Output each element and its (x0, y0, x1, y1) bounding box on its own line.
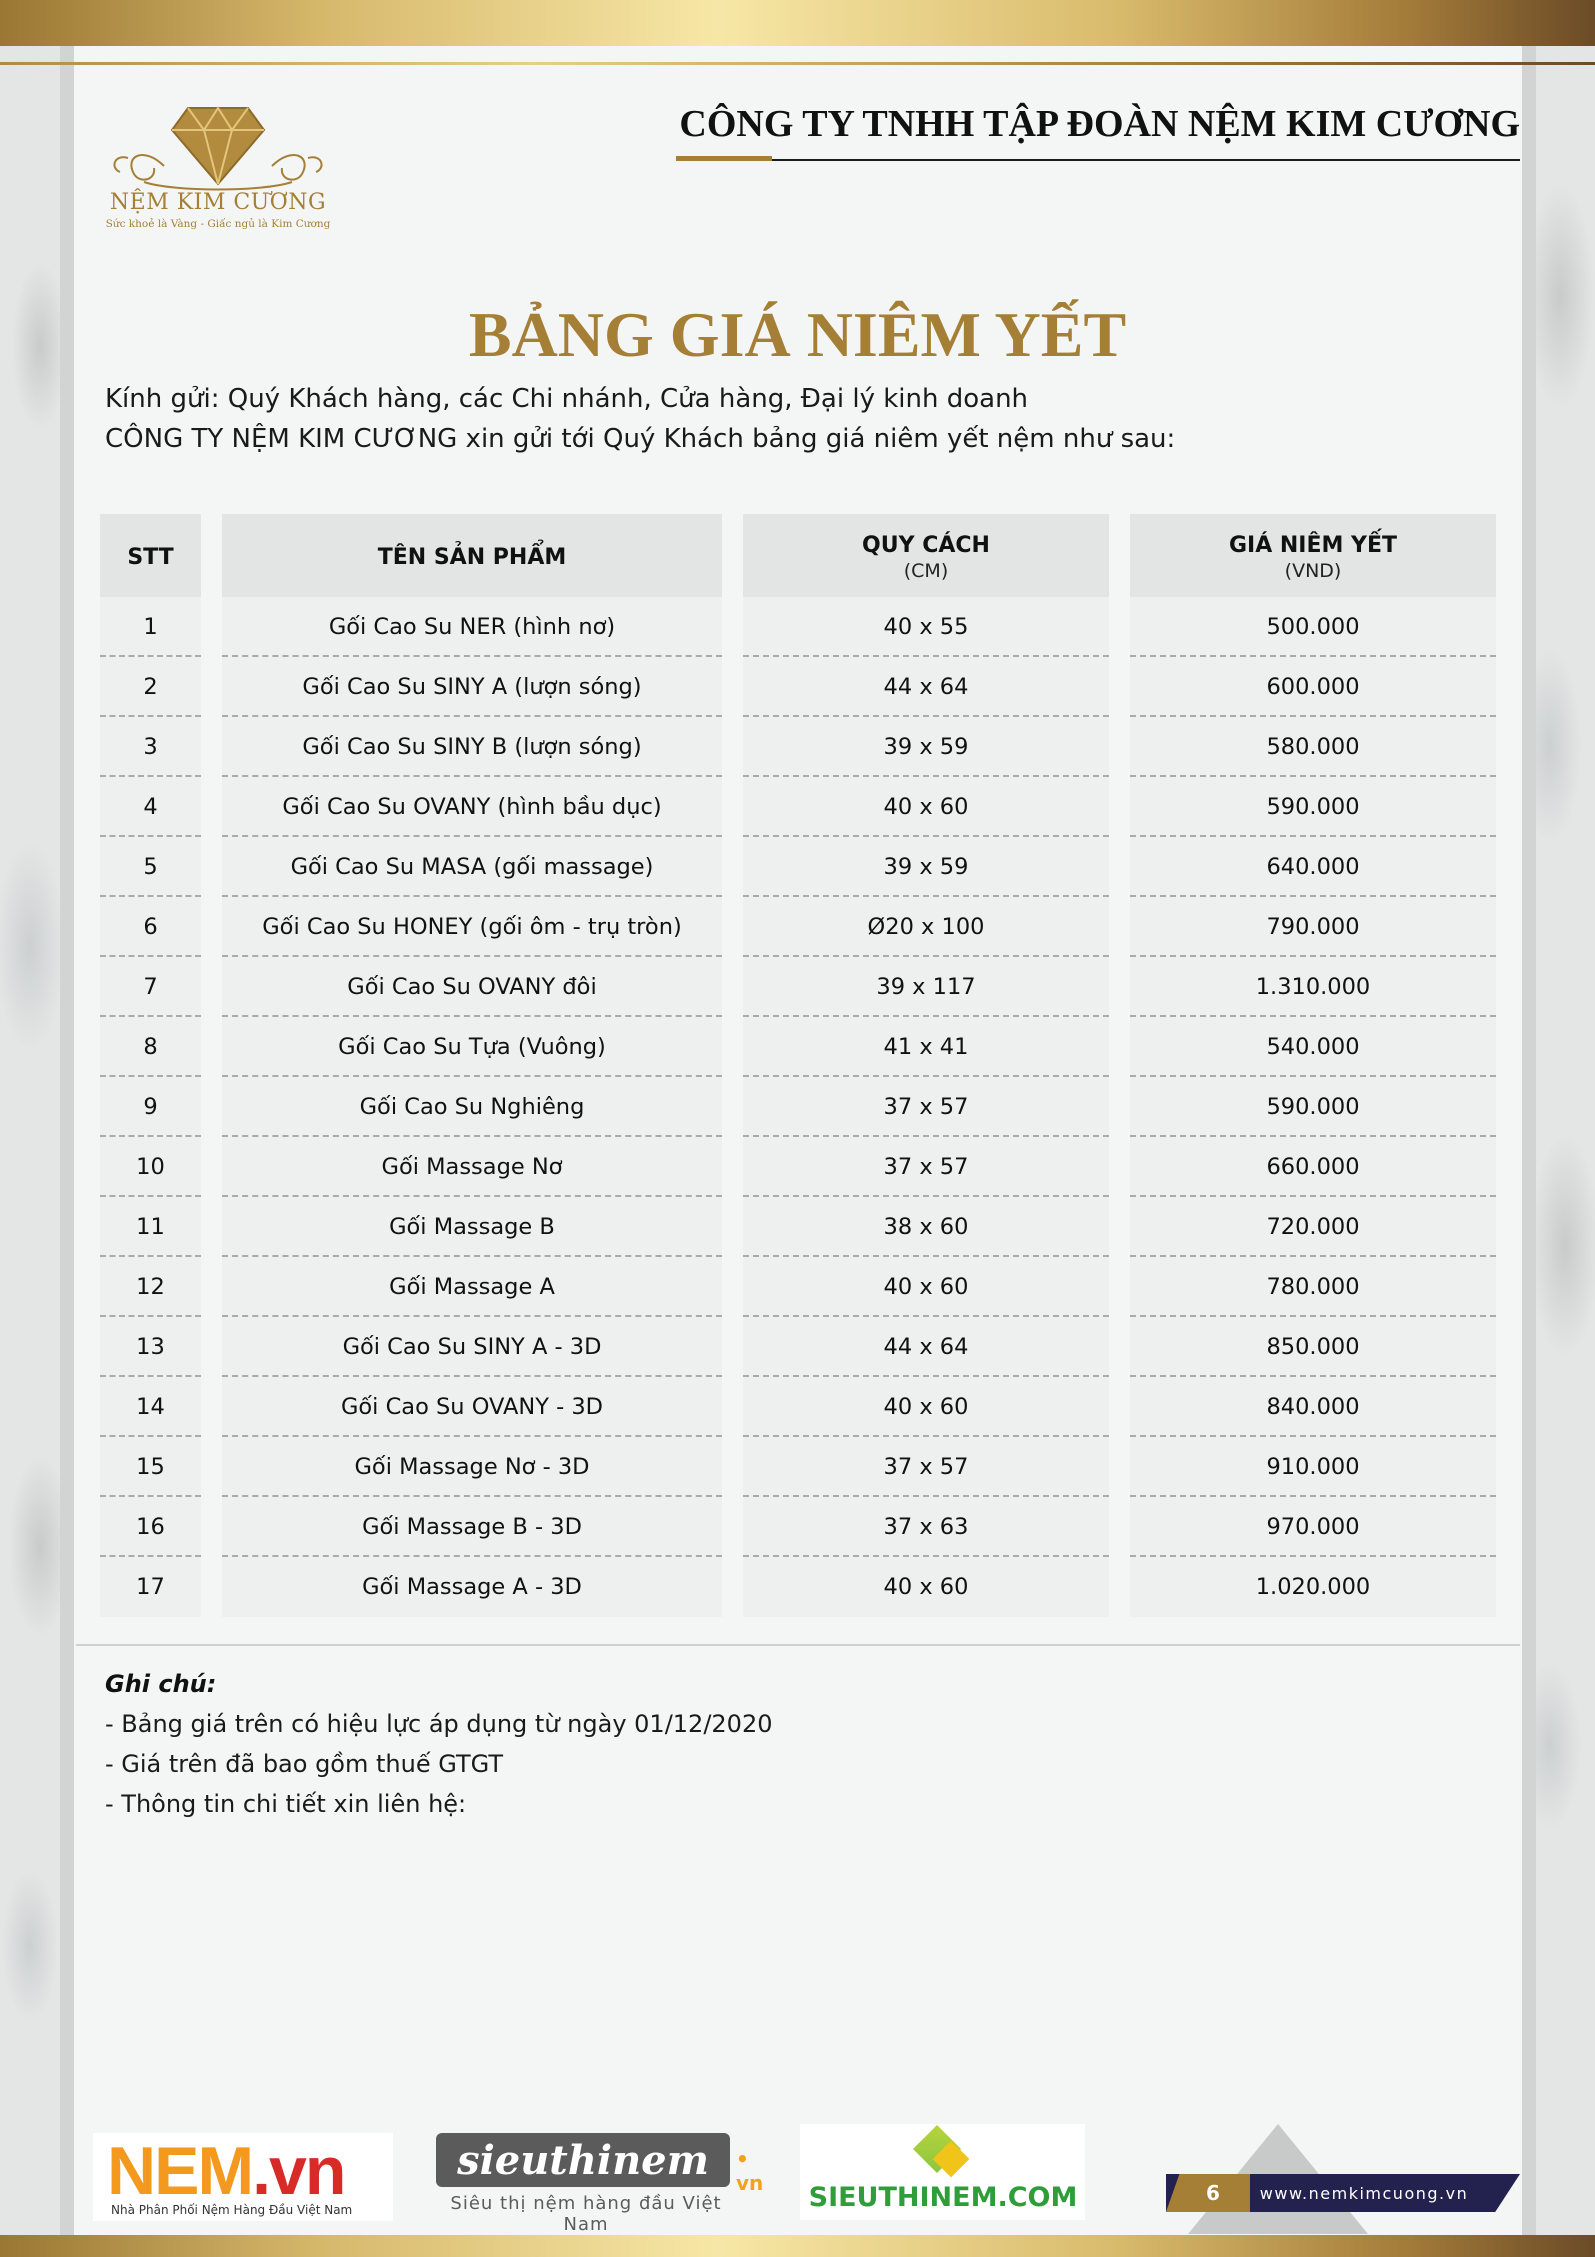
cell-spec: Ø20 x 100 (743, 897, 1109, 957)
cell-spec: 39 x 59 (743, 837, 1109, 897)
sieuthinem-com-logo (800, 2124, 1085, 2220)
cell-price: 640.000 (1130, 837, 1496, 897)
note-line: - Bảng giá trên có hiệu lực áp dụng từ ngày 01/12/2020 (105, 1710, 773, 1738)
nem-vn-logo-suffix: .vn (252, 2133, 345, 2209)
cell-stt: 2 (100, 657, 201, 717)
cell-price: 1.310.000 (1130, 957, 1496, 1017)
cell-stt: 16 (100, 1497, 201, 1557)
logo-slogan: Sức khoẻ là Vàng - Giấc ngủ là Kim Cương (105, 218, 331, 230)
cell-stt: 14 (100, 1377, 201, 1437)
header-spec-unit: (CM) (903, 559, 949, 582)
header-spec-label: QUY CÁCH (862, 532, 990, 558)
cell-stt: 4 (100, 777, 201, 837)
cell-stt: 1 (100, 597, 201, 657)
header-price (1130, 514, 1496, 600)
cell-price: 600.000 (1130, 657, 1496, 717)
table-row (0, 1437, 1595, 1497)
company-underline-accent (676, 156, 772, 161)
table-row (0, 657, 1595, 717)
table-row (0, 897, 1595, 957)
cell-product-name: Gối Cao Su OVANY (hình bầu dục) (222, 777, 722, 837)
table-row (0, 1377, 1595, 1437)
cell-stt: 5 (100, 837, 201, 897)
cell-product-name: Gối Massage A (222, 1257, 722, 1317)
cell-product-name: Gối Cao Su Nghiêng (222, 1077, 722, 1137)
cell-product-name: Gối Massage Nơ - 3D (222, 1437, 722, 1497)
table-row (0, 1557, 1595, 1617)
cell-price: 720.000 (1130, 1197, 1496, 1257)
header-product-name-label: TÊN SẢN PHẨM (377, 544, 567, 570)
cell-price: 970.000 (1130, 1497, 1496, 1557)
cell-product-name: Gối Cao Su OVANY đôi (222, 957, 722, 1017)
header-stt (100, 514, 201, 600)
cell-product-name: Gối Cao Su MASA (gối massage) (222, 837, 722, 897)
cell-spec: 40 x 60 (743, 1377, 1109, 1437)
cell-spec: 40 x 60 (743, 1557, 1109, 1617)
table-row (0, 837, 1595, 897)
cell-spec: 44 x 64 (743, 1317, 1109, 1377)
cell-spec: 40 x 60 (743, 1257, 1109, 1317)
website-url[interactable]: www.nemkimcuong.vn (1259, 2183, 1469, 2203)
table-row (0, 1077, 1595, 1137)
top-gold-line (0, 62, 1595, 65)
intro-line-1: Kính gửi: Quý Khách hàng, các Chi nhánh, Cửa hàng, Đại lý kinh doanh (105, 384, 1029, 414)
table-row (0, 1497, 1595, 1557)
company-logo (104, 96, 332, 248)
nem-vn-tagline: Nhà Phân Phối Nệm Hàng Đầu Việt Nam (111, 2203, 353, 2217)
cell-product-name: Gối Massage B - 3D (222, 1497, 722, 1557)
table-row (0, 1257, 1595, 1317)
cell-spec: 37 x 63 (743, 1497, 1109, 1557)
cell-product-name: Gối Cao Su SINY A - 3D (222, 1317, 722, 1377)
cell-price: 780.000 (1130, 1257, 1496, 1317)
sieuthinem-com-text: SIEUTHINEM.COM (808, 2182, 1078, 2213)
cell-product-name: Gối Cao Su SINY B (lượn sóng) (222, 717, 722, 777)
document-title: BẢNG GIÁ NIÊM YẾT (468, 299, 1127, 370)
cell-product-name: Gối Massage Nơ (222, 1137, 722, 1197)
cell-stt: 13 (100, 1317, 201, 1377)
nem-vn-logo-text (107, 2133, 345, 2209)
table-row (0, 957, 1595, 1017)
header-product-name (222, 514, 722, 600)
cell-stt: 15 (100, 1437, 201, 1497)
table-row (0, 717, 1595, 777)
cell-stt: 17 (100, 1557, 201, 1617)
cell-product-name: Gối Cao Su Tựa (Vuông) (222, 1017, 722, 1077)
note-line: - Giá trên đã bao gồm thuế GTGT (105, 1750, 504, 1778)
cell-stt: 11 (100, 1197, 201, 1257)
cell-price: 910.000 (1130, 1437, 1496, 1497)
company-underline (676, 159, 1520, 161)
cell-stt: 7 (100, 957, 201, 1017)
cell-spec: 38 x 60 (743, 1197, 1109, 1257)
cell-product-name: Gối Massage B (222, 1197, 722, 1257)
notes-separator (76, 1644, 1520, 1646)
nem-vn-logo (93, 2133, 393, 2221)
cell-stt: 3 (100, 717, 201, 777)
intro-line-2: CÔNG TY NỆM KIM CƯƠNG xin gửi tới Quý Khách bảng giá niêm yết nệm như sau: (105, 424, 1176, 454)
cell-product-name: Gối Cao Su HONEY (gối ôm - trụ tròn) (222, 897, 722, 957)
cell-stt: 6 (100, 897, 201, 957)
cell-product-name: Gối Cao Su SINY A (lượn sóng) (222, 657, 722, 717)
note-line: - Thông tin chi tiết xin liên hệ: (105, 1790, 467, 1818)
table-row (0, 1197, 1595, 1257)
company-name: CÔNG TY TNHH TẬP ĐOÀN NỆM KIM CƯƠNG (679, 103, 1520, 145)
table-row (0, 1017, 1595, 1077)
cell-stt: 12 (100, 1257, 201, 1317)
header-stt-label: STT (127, 544, 174, 570)
cell-product-name: Gối Massage A - 3D (222, 1557, 722, 1617)
cell-price: 590.000 (1130, 1077, 1496, 1137)
cell-spec: 37 x 57 (743, 1137, 1109, 1197)
notes-heading: Ghi chú: (105, 1670, 217, 1698)
cell-price: 840.000 (1130, 1377, 1496, 1437)
cell-price: 1.020.000 (1130, 1557, 1496, 1617)
cell-spec: 37 x 57 (743, 1077, 1109, 1137)
sieuthinem-logo-text: sieuthinem (436, 2133, 730, 2187)
logo-brand-name: NỆM KIM CƯƠNG (109, 190, 327, 215)
cell-stt: 9 (100, 1077, 201, 1137)
cell-spec: 40 x 60 (743, 777, 1109, 837)
sieuthinem-logo-suffix: • vn (736, 2147, 764, 2195)
cell-spec: 37 x 57 (743, 1437, 1109, 1497)
cell-price: 590.000 (1130, 777, 1496, 837)
cell-spec: 44 x 64 (743, 657, 1109, 717)
cell-spec: 39 x 59 (743, 717, 1109, 777)
cell-price: 500.000 (1130, 597, 1496, 657)
cell-spec: 41 x 41 (743, 1017, 1109, 1077)
table-row (0, 1317, 1595, 1377)
top-gold-band (0, 0, 1595, 46)
cell-spec: 39 x 117 (743, 957, 1109, 1017)
cell-price: 540.000 (1130, 1017, 1496, 1077)
nem-vn-logo-main: NEM (107, 2133, 253, 2209)
header-price-unit: (VND) (1284, 559, 1342, 582)
cell-product-name: Gối Cao Su NER (hình nơ) (222, 597, 722, 657)
diamond-logo-icon (104, 96, 332, 192)
bottom-gold-band (0, 2235, 1595, 2257)
table-row (0, 1137, 1595, 1197)
cell-stt: 8 (100, 1017, 201, 1077)
sieuthinem-tagline: Siêu thị nệm hàng đầu Việt Nam (450, 2193, 722, 2235)
header-price-label: GIÁ NIÊM YẾT (1228, 532, 1398, 558)
cell-price: 790.000 (1130, 897, 1496, 957)
cell-price: 580.000 (1130, 717, 1496, 777)
cell-spec: 40 x 55 (743, 597, 1109, 657)
cell-price: 660.000 (1130, 1137, 1496, 1197)
cell-stt: 10 (100, 1137, 201, 1197)
table-row (0, 777, 1595, 837)
sieuthinem-vn-logo (436, 2133, 768, 2235)
header-spec (743, 514, 1109, 600)
cell-product-name: Gối Cao Su OVANY - 3D (222, 1377, 722, 1437)
page-number: 6 (1206, 2181, 1220, 2205)
table-row (0, 597, 1595, 657)
cell-price: 850.000 (1130, 1317, 1496, 1377)
